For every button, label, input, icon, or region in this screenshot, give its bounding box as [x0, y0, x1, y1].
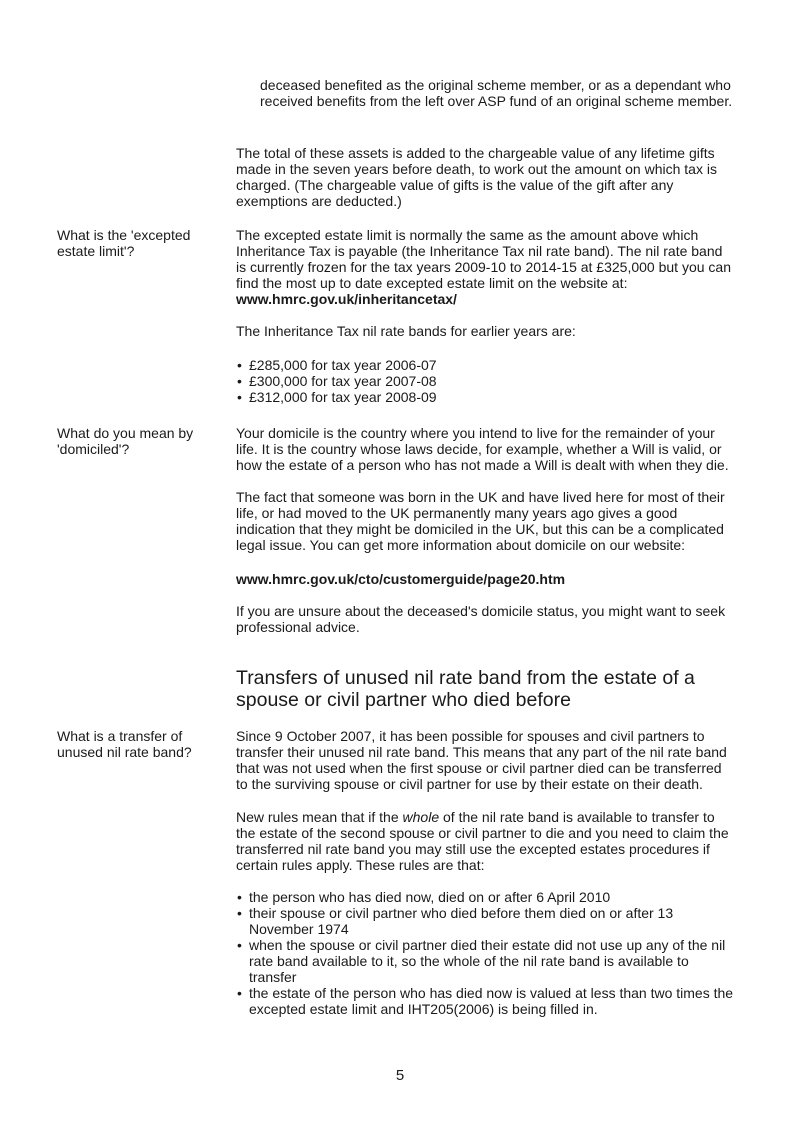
transfer-question: What is a transfer of unused nil rate band?: [57, 728, 192, 760]
domiciled-question: What do you mean by 'domiciled'?: [57, 425, 194, 457]
earlier-years-intro: The Inheritance Tax nil rate bands for earlier years are:: [236, 323, 576, 339]
list-item: • £285,000 for tax year 2006-07: [237, 357, 437, 373]
page-number: 5: [395, 1067, 405, 1084]
list-item: • £312,000 for tax year 2008-09: [237, 389, 437, 405]
list-item: • £300,000 for tax year 2007-08: [237, 373, 437, 389]
domiciled-link[interactable]: www.hmrc.gov.uk/cto/customerguide/page20.htm: [236, 571, 566, 587]
transfer-para-1: Since 9 October 2007, it has been possible for spouses and civil partners to transfer their unused nil rate band. This means that any part of the nil rate band that was not used when the first spouse or civil partner died can be transferred to the surviving spouse or civil partner for use by their estate on their death.: [236, 728, 727, 792]
list-item: • the estate of the person who has died now is valued at less than two times the excepted estate limit and IHT205(2006) is being filled in.: [237, 985, 734, 1017]
section-heading: Transfers of unused nil rate band from the estate of a spouse or civil partner who died before: [236, 667, 695, 711]
bullet-icon: •: [237, 905, 242, 921]
intro-continuation: deceased benefited as the original scheme member, or as a dependant who received benefits from the left over ASP fund of an original scheme member.: [260, 77, 733, 109]
excepted-question: What is the 'excepted estate limit'?: [57, 227, 191, 259]
bullet-icon: •: [237, 937, 242, 953]
total-paragraph: The total of these assets is added to the chargeable value of any lifetime gifts made in the seven years before death, to work out the amount on which tax is charged. (The chargeable value of gifts is the value of the gift after any exemptions are deducted.): [236, 145, 717, 209]
domiciled-para-2: The fact that someone was born in the UK and have lived here for most of their life, or had moved to the UK permanently many years ago gives a good indication that they might be domiciled in the UK, but this can be a complicated legal issue. You can get more information about domicile on our website:: [236, 489, 725, 553]
excepted-link[interactable]: www.hmrc.gov.uk/inheritancetax/: [236, 291, 457, 307]
list-item: • when the spouse or civil partner died their estate did not use up any of the nil rate band available to it, so the whole of the nil rate band is available to transfer: [237, 937, 726, 985]
bullet-icon: •: [237, 389, 242, 405]
domiciled-para-3: If you are unsure about the deceased's domicile status, you might want to seek professional advice.: [236, 603, 726, 635]
transfer-rules-list: [236, 889, 736, 1017]
bullet-icon: •: [237, 373, 242, 389]
earlier-years-list: [236, 357, 736, 405]
transfer-para-2: New rules mean that if the whole of the nil rate band is available to transfer to the estate of the second spouse or civil partner to die and you need to claim the transferred nil rate band you may still use the excepted estates procedures if certain rules apply. These rules are that:: [236, 809, 729, 873]
list-item: • the person who has died now, died on or after 6 April 2010: [237, 889, 611, 905]
bullet-icon: •: [237, 889, 242, 905]
bullet-icon: •: [237, 357, 242, 373]
excepted-answer: The excepted estate limit is normally the same as the amount above which Inheritance Tax is payable (the Inheritance Tax nil rate band). The nil rate band is currently frozen for the tax years 2009-10 to 2014-15 at £325,000 but you can find the most up to date excepted estate limit on the website at:: [236, 227, 731, 291]
list-item: • their spouse or civil partner who died before them died on or after 13 November 1974: [237, 905, 674, 937]
domiciled-para-1: Your domicile is the country where you intend to live for the remainder of your life. It is the country whose laws decide, for example, whether a Will is valid, or how the estate of a person who has not made a Will is dealt with when they die.: [236, 425, 729, 473]
bullet-icon: •: [237, 985, 242, 1001]
